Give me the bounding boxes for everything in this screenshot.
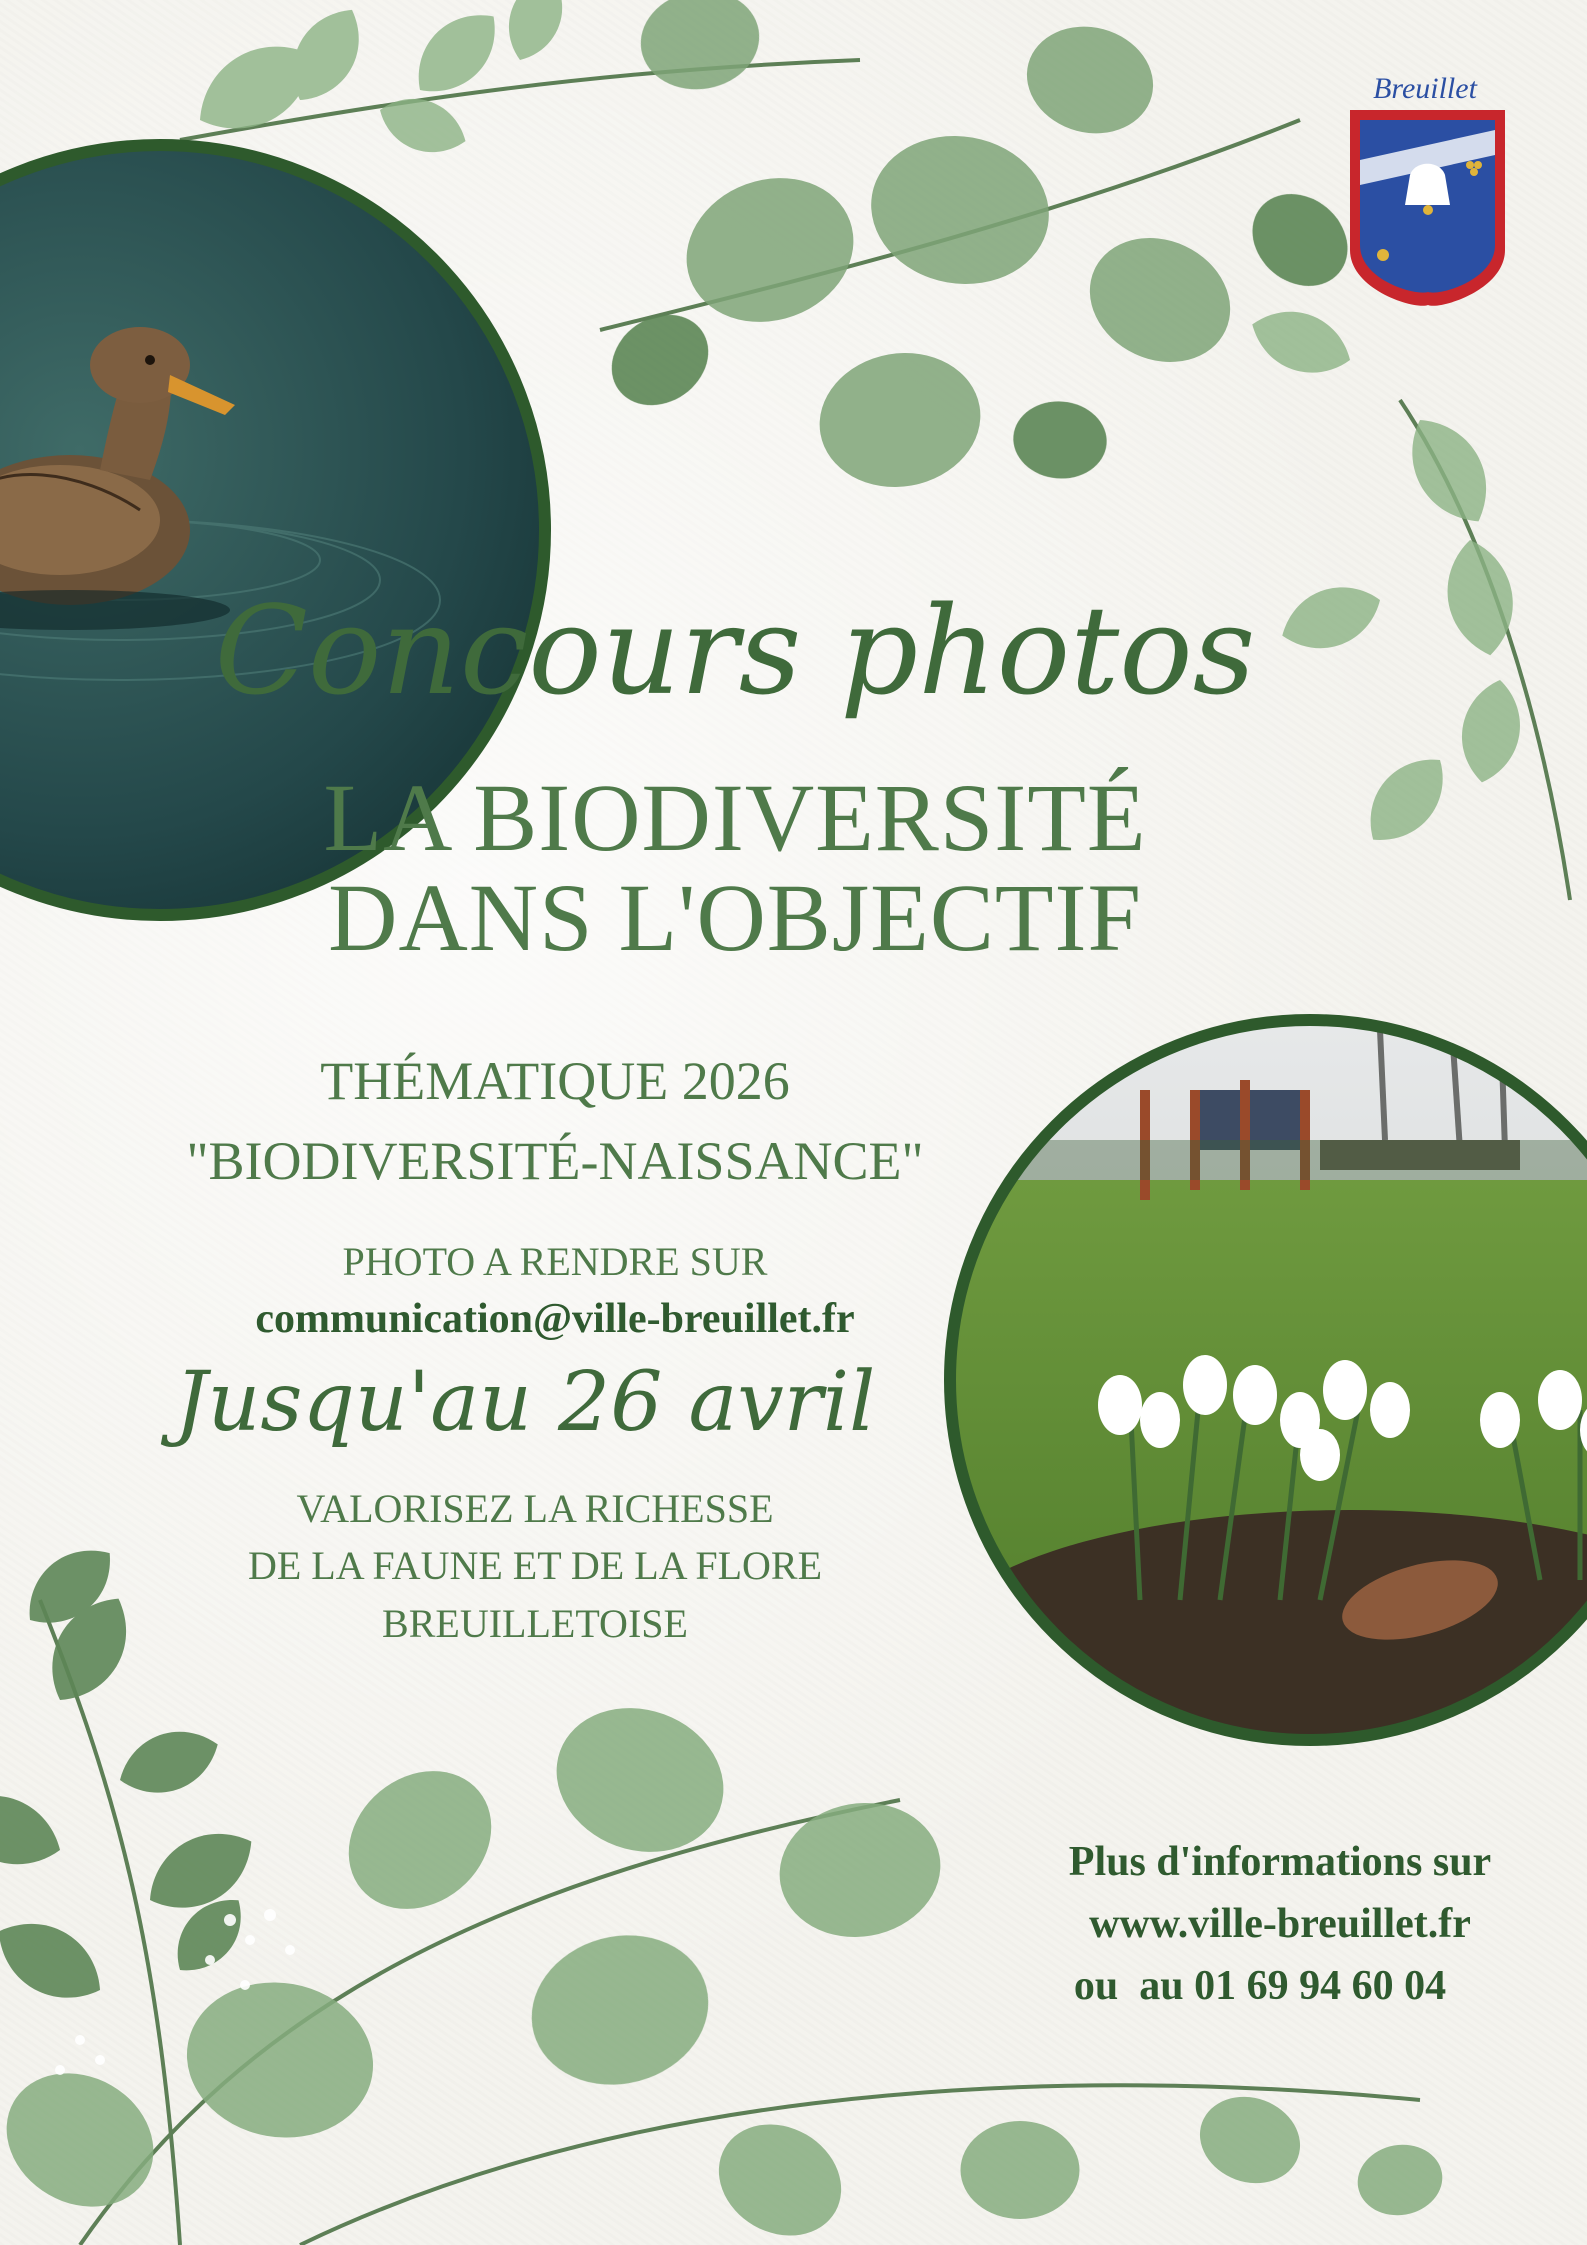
submit-email: communication@ville-breuillet.fr xyxy=(255,1296,855,1342)
headline-line-1: LA BIODIVERSITÉ xyxy=(323,764,1147,871)
script-title: Concours photos xyxy=(214,580,1256,722)
coat-of-arms-icon xyxy=(1350,110,1505,306)
theme-line-2: "BIODIVERSITÉ-NAISSANCE" xyxy=(186,1131,924,1191)
theme-line-1: THÉMATIQUE 2026 xyxy=(320,1051,790,1111)
logo-wordmark: Breuillet xyxy=(1373,72,1477,105)
mission-line-1: VALORISEZ LA RICHESSE xyxy=(296,1486,774,1531)
info-line-3: ou au 01 69 94 60 04 xyxy=(1073,1963,1447,2009)
submit-label: PHOTO A RENDRE SUR xyxy=(342,1239,768,1284)
headline-line-2: DANS L'OBJECTIF xyxy=(328,864,1142,971)
info-line-2: www.ville-breuillet.fr xyxy=(1089,1901,1471,1947)
mission-line-2: DE LA FAUNE ET DE LA FLORE xyxy=(247,1543,823,1588)
deadline: Jusqu'au 26 avril xyxy=(174,1355,876,1450)
mission-line-3: BREUILLETOISE xyxy=(382,1601,688,1646)
info-line-1: Plus d'informations sur xyxy=(1068,1839,1492,1885)
